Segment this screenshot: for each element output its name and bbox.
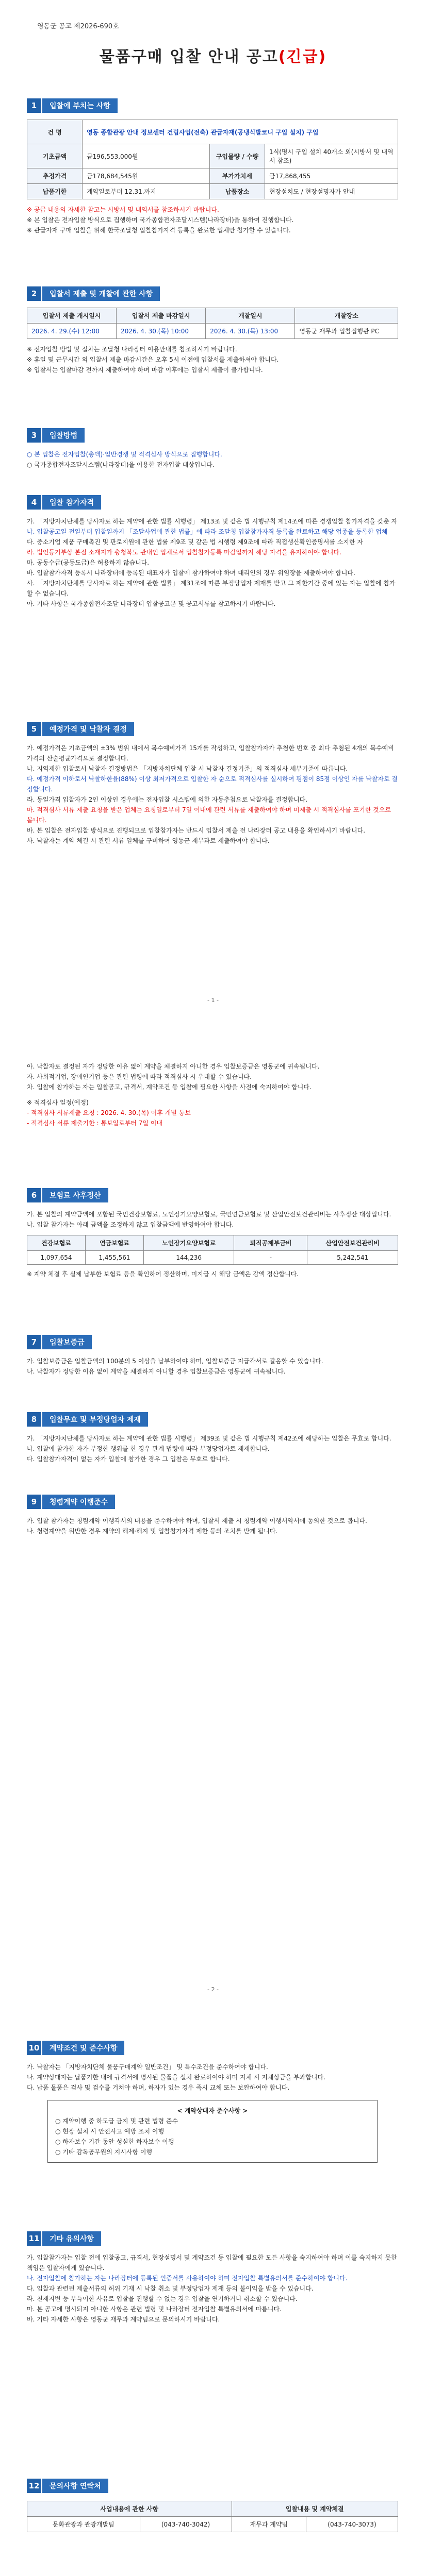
qual-line: 가. 「지방자치단체를 당사자로 하는 계약에 관한 법률 시행령」 제13조 및 같은 법 시행규칙 제14조에 따른 경쟁입찰 참가자격을 갖춘 자 xyxy=(27,518,398,525)
section-number: 5 xyxy=(27,722,41,736)
section-number: 2 xyxy=(27,286,41,301)
check-item: - 적격심사 서류제출 요청 : 2026. 4. 30.(목) 이후 개별 통보 xyxy=(27,1109,191,1116)
misc-line: 바. 기타 자세한 사항은 영동군 재무과 계약팀으로 문의하시기 바랍니다. xyxy=(27,2316,220,2323)
page-number: - 1 - xyxy=(207,997,219,1004)
label-spec: 구입물량 / 수량 xyxy=(210,144,265,168)
cell: (043-740-3073) xyxy=(306,2517,398,2532)
cell: 5,242,541 xyxy=(307,1251,398,1265)
terms-line: 가. 낙찰자는 「지방자치단체 물품구매계약 일반조건」 및 특수조건을 준수하여야 합니다. xyxy=(27,2063,268,2071)
section-title: 계약조건 및 준수사항 xyxy=(42,2041,124,2055)
integrity-line: 나. 청렴계약을 위반한 경우 계약의 해제·해지 및 입찰참가자격 제한 등의 조치를 받게 됩니다. xyxy=(27,1528,278,1535)
misc-line: 다. 입찰과 관련된 제출서류의 허위 기재 시 낙찰 취소 및 부정당업자 제재 등의 불이익을 받을 수 있습니다. xyxy=(27,2285,314,2292)
price-line: 가. 예정가격은 기초금액의 ±3% 범위 내에서 복수예비가격 15개를 작성하고, 입찰참가자가 추첨한 번호 중 최다 추첨된 4개의 복수예비가격의 산술평균가격으로 결정합니다. xyxy=(27,744,394,762)
item-notes xyxy=(27,205,398,235)
est-value: 금178,684,545원 xyxy=(83,168,210,184)
col-header: 노인장기요양보험료 xyxy=(143,1235,234,1251)
qual-line: 나. 입찰공고일 전일부터 입찰일까지 「조달사업에 관한 법률」에 따라 조달청 입찰참가자격 등록을 완료하고 해당 업종을 등록한 업체 xyxy=(27,528,388,535)
price-line: 마. 적격심사 서류 제출 요청을 받은 업체는 요청일로부터 7일 이내에 관련 서류를 제출하여야 하며 미제출 시 적격심사를 포기한 것으로 봅니다. xyxy=(27,806,391,824)
col-header: 건강보험료 xyxy=(27,1235,86,1251)
bond-line: 나. 낙찰자가 정당한 이유 없이 계약을 체결하지 아니할 경우 입찰보증금은 영동군에 귀속됩니다. xyxy=(27,1368,286,1375)
cell: - xyxy=(234,1251,307,1265)
section-1 xyxy=(27,98,398,235)
misc-line: 나. 전자입찰에 참가하는 자는 나라장터에 등록된 인증서를 사용하여야 하며 전자입찰 특별유의서를 준수하여야 합니다. xyxy=(27,2275,348,2282)
price-line: 자. 사회적기업, 장애인기업 등은 관련 법령에 따라 적격심사 시 우대할 수 있습니다. xyxy=(27,1073,252,1080)
section-number: 8 xyxy=(27,1412,41,1427)
label-name: 건 명 xyxy=(27,120,83,144)
label-place: 납품장소 xyxy=(210,184,265,199)
item-table xyxy=(27,120,398,199)
col-header: 개찰일시 xyxy=(206,308,295,324)
checklist-item: ○ 현장 설치 시 안전사고 예방 조치 이행 xyxy=(55,2128,165,2135)
note-line: ※ 휴일 및 근무시간 외 입찰서 제출 마감시간은 오후 5시 이전에 입찰서를 제출하셔야 합니다. xyxy=(27,356,279,363)
section-3 xyxy=(27,428,398,470)
price-line: 아. 낙찰자로 결정된 자가 정당한 이유 없이 계약을 체결하지 아니한 경우 입찰보증금은 영동군에 귀속됩니다. xyxy=(27,1063,320,1070)
checklist-item: ○ 기타 감독공무원의 지시사항 이행 xyxy=(55,2148,153,2156)
invalid-line: 가. 「지방자치단체를 당사자로 하는 계약에 관한 법률 시행령」 제39조 및 같은 법 시행규칙 제42조에 해당하는 입찰은 무효로 합니다. xyxy=(27,1435,391,1442)
check-item: - 적격심사 서류 제출기한 : 통보일로부터 7일 이내 xyxy=(27,1120,162,1127)
price-line: 사. 낙찰자는 계약 체결 시 관련 서류 일체를 구비하여 영동군 재무과로 제출하여야 합니다. xyxy=(27,837,270,844)
section-title: 청렴계약 이행준수 xyxy=(42,1495,115,1509)
misc-line: 가. 입찰참가자는 입찰 전에 입찰공고, 규격서, 현장설명서 및 계약조건 등 입찰에 필요한 모든 사항을 숙지하여야 하며 이를 숙지하지 못한 책임은 입찰자에게 있습니다. xyxy=(27,2254,397,2272)
label-budget: 기초금액 xyxy=(27,144,83,168)
cell: 2026. 4. 30.(목) 10:00 xyxy=(117,324,206,339)
section-number: 11 xyxy=(27,2231,41,2246)
section-2 xyxy=(27,286,398,375)
col-header: 사업내용에 관한 사항 xyxy=(27,2501,232,2517)
note-line: ※ 공급 내용의 자세한 참고는 시방서 및 내역서를 참조하시기 바랍니다. xyxy=(27,206,219,213)
title-main: 물품구매 입찰 안내 공고 xyxy=(99,48,278,66)
col-header: 퇴직공제부금비 xyxy=(234,1235,307,1251)
col-header: 입찰내용 및 계약체결 xyxy=(232,2501,398,2517)
schedule-check xyxy=(27,1097,398,1128)
invalid-line: 나. 입찰에 참가한 자가 부정한 행위를 한 경우 관계 법령에 따라 부정당업자로 제재합니다. xyxy=(27,1445,270,1452)
qual-line: 라. 법인등기부상 본점 소재지가 충청북도 관내인 업체로서 입찰참가등록 마감일까지 해당 자격을 유지하여야 합니다. xyxy=(27,549,341,556)
note-line: ※ 본 입찰은 전자입찰 방식으로 집행하며 국가종합전자조달시스템(나라장터)을 통하여 진행합니다. xyxy=(27,216,294,224)
section-9 xyxy=(27,1494,398,1536)
insurance-line: 가. 본 입찰의 계약금액에 포함된 국민건강보험료, 노인장기요양보험료, 국민연금보험료 및 산업안전보건관리비는 사후정산 대상입니다. xyxy=(27,1211,391,1218)
spec-value: 1식(명시 구입 설치 40개소 외(시방서 및 내역서 참조) xyxy=(265,144,398,168)
section-number: 3 xyxy=(27,428,41,443)
insurance-line: 나. 입찰 참가자는 아래 금액을 조정하지 않고 입찰금액에 반영하여야 합니다. xyxy=(27,1221,234,1228)
qual-line: 다. 중소기업 제품 구매촉진 및 판로지원에 관한 법률 제9조 및 같은 법 시행령 제9조에 따라 직접생산확인증명서를 소지한 자 xyxy=(27,538,363,546)
vat-value: 금17,868,455 xyxy=(265,168,398,184)
section-title: 문의사항 연락처 xyxy=(42,2479,108,2493)
section-number: 10 xyxy=(27,2041,41,2055)
checklist-item: ○ 하자보수 기간 동안 성실한 하자보수 이행 xyxy=(55,2138,174,2145)
label-est: 추정가격 xyxy=(27,168,83,184)
section-title: 예정가격 및 낙찰자 결정 xyxy=(42,722,134,736)
note-line: ※ 입찰서는 입찰마감 전까지 제출하여야 하며 마감 이후에는 입찰서 제출이 불가합니다. xyxy=(27,366,263,374)
note-line: ※ 관급자재 구매 입찰을 위해 한국조달청 입찰참가자격 등록을 완료한 업체만 참가할 수 있습니다. xyxy=(27,227,291,234)
section-7 xyxy=(27,1334,398,1377)
cell: 문화관광과 관광개발팀 xyxy=(27,2517,140,2532)
price-line: 다. 예정가격 이하로서 낙찰하한율(88%) 이상 최저가격으로 입찰한 자 순으로 적격심사를 실시하여 평점이 85점 이상인 자를 낙찰자로 결정합니다. xyxy=(27,775,398,793)
price-line: 라. 동일가격 입찰자가 2인 이상인 경우에는 전자입찰 시스템에 의한 자동추첨으로 낙찰자를 결정합니다. xyxy=(27,796,308,803)
page-title xyxy=(0,44,426,66)
method-line: ○ 국가종합전자조달시스템(나라장터)을 이용한 전자입찰 대상입니다. xyxy=(27,461,215,468)
section-6 xyxy=(27,1188,398,1279)
checklist-item: ○ 계약이행 중 하도급 금지 및 관련 법령 준수 xyxy=(55,2117,178,2125)
insurance-note: ※ 계약 체결 후 실제 납부한 보험료 등을 확인하여 정산하며, 미지급 시 해당 금액은 감액 정산합니다. xyxy=(27,1270,299,1278)
delivery-value: 계약일로부터 12.31.까지 xyxy=(83,184,210,199)
section-number: 9 xyxy=(27,1495,41,1509)
label-vat: 부가가치세 xyxy=(210,168,265,184)
cell: 2026. 4. 30.(목) 13:00 xyxy=(206,324,295,339)
bond-line: 가. 입찰보증금은 입찰금액의 100분의 5 이상을 납부하여야 하며, 입찰보증금 지급각서로 갈음할 수 있습니다. xyxy=(27,1358,323,1365)
price-continued xyxy=(27,1061,398,1128)
cell: 144,236 xyxy=(143,1251,234,1265)
price-line: 차. 입찰에 참가하는 자는 입찰공고, 규격서, 계약조건 등 입찰에 필요한 사항을 사전에 숙지하여야 합니다. xyxy=(27,1083,312,1091)
section-12 xyxy=(27,2478,398,2532)
section-11 xyxy=(27,2231,398,2325)
cell: 2026. 4. 29.(수) 12:00 xyxy=(27,324,117,339)
qual-line: 바. 입찰참가자격 등록시 나라장터에 등록된 대표자가 입찰에 참가하여야 하며 대리인의 경우 위임장을 제출하여야 합니다. xyxy=(27,569,355,577)
cell: 1,455,561 xyxy=(85,1251,143,1265)
integrity-line: 가. 입찰 참가자는 청렴계약 이행각서의 내용을 준수하여야 하며, 입찰서 제출 시 청렴계약 이행서약서에 동의한 것으로 봅니다. xyxy=(27,1517,367,1524)
section-number: 6 xyxy=(27,1188,41,1202)
section-10 xyxy=(27,2040,398,2163)
cell: (043-740-3042) xyxy=(140,2517,232,2532)
terms-line: 나. 계약상대자는 납품기한 내에 규격서에 명시된 물품을 설치 완료하여야 하며 지체 시 지체상금을 부과합니다. xyxy=(27,2074,325,2081)
check-label: ※ 적격심사 일정(예정) xyxy=(27,1099,89,1106)
section-number: 7 xyxy=(27,1335,41,1349)
schedule-notes xyxy=(27,344,398,375)
cell: 재무과 계약팀 xyxy=(232,2517,306,2532)
section-5 xyxy=(27,721,398,846)
price-line: 바. 본 입찰은 전자입찰 방식으로 진행되므로 입찰참가자는 반드시 입찰서 제출 전 나라장터 공고 내용을 확인하시기 바랍니다. xyxy=(27,827,366,834)
section-title: 입찰방법 xyxy=(42,428,85,443)
section-number: 1 xyxy=(27,98,41,113)
method-line: ○ 본 입찰은 전자입찰(총액)·일반경쟁 및 적격심사 방식으로 집행합니다. xyxy=(27,451,222,458)
misc-line: 라. 천재지변 등 부득이한 사유로 입찰을 진행할 수 없는 경우 입찰을 연기하거나 취소할 수 있습니다. xyxy=(27,2295,298,2302)
insurance-table xyxy=(27,1235,398,1265)
section-title: 보험료 사후정산 xyxy=(42,1188,108,1202)
schedule-table xyxy=(27,308,398,339)
checklist-box xyxy=(47,2100,378,2163)
section-4 xyxy=(27,495,398,609)
budget-value: 금196,553,000원 xyxy=(83,144,210,168)
invalid-line: 다. 입찰참가자격이 없는 자가 입찰에 참가한 경우 그 입찰은 무효로 합니다. xyxy=(27,1455,230,1463)
col-header: 입찰서 제출 개시일시 xyxy=(27,308,117,324)
section-title: 입찰 참가자격 xyxy=(42,495,101,510)
terms-line: 다. 납품 물품은 검사 및 검수를 거쳐야 하며, 하자가 있는 경우 즉시 교체 또는 보완하여야 합니다. xyxy=(27,2084,290,2091)
section-title: 기타 유의사항 xyxy=(42,2231,101,2246)
item-name: 영동 종합관광 안내 정보센터 건립사업(전축) 관급자재(공냉식발코니 구입 설치) 구입 xyxy=(83,120,398,144)
section-number: 4 xyxy=(27,495,41,510)
misc-line: 마. 본 공고에 명시되지 아니한 사항은 관련 법령 및 나라장터 전자입찰 특별유의서에 따릅니다. xyxy=(27,2306,282,2313)
section-8 xyxy=(27,1412,398,1464)
checklist-title: < 계약상대자 준수사항 > xyxy=(177,2107,248,2114)
cell: 1,097,654 xyxy=(27,1251,86,1265)
cell: 영동군 재무과 입찰집행관 PC xyxy=(295,324,398,339)
contact-table xyxy=(27,2501,398,2532)
col-header: 산업안전보건관리비 xyxy=(307,1235,398,1251)
col-header: 개찰장소 xyxy=(295,308,398,324)
price-line: 나. 지역제한 입찰로서 낙찰자 결정방법은 「지방자치단체 입찰 시 낙찰자 결정기준」의 적격심사 세부기준에 따릅니다. xyxy=(27,765,348,772)
section-number: 12 xyxy=(27,2479,41,2493)
qual-line: 마. 공동수급(공동도급)은 허용하지 않습니다. xyxy=(27,559,150,566)
col-header: 연금보험료 xyxy=(85,1235,143,1251)
section-title: 입찰서 제출 및 개찰에 관한 사항 xyxy=(42,286,160,301)
place-value: 현장설치도 / 현장설명자가 안내 xyxy=(265,184,398,199)
qual-line: 아. 기타 사항은 국가종합전자조달 나라장터 입찰공고문 및 공고서류를 참고하시기 바랍니다. xyxy=(27,600,276,607)
col-header: 입찰서 제출 마감일시 xyxy=(117,308,206,324)
section-title: 입찰보증금 xyxy=(42,1335,92,1349)
label-delivery: 납품기한 xyxy=(27,184,83,199)
notice-number: 영동군 공고 제2026-690호 xyxy=(37,23,119,30)
note-line: ※ 전자입찰 방법 및 절차는 조달청 나라장터 이용안내를 참조하시기 바랍니다. xyxy=(27,346,237,353)
section-title: 입찰에 부치는 사항 xyxy=(42,98,118,113)
title-urgent: (긴급) xyxy=(278,48,327,66)
qual-line: 사. 「지방자치단체를 당사자로 하는 계약에 관한 법률」 제31조에 따른 부정당업자 제재를 받고 그 제한기간 중에 있는 자는 입찰에 참가할 수 없습니다. xyxy=(27,580,396,597)
page-number: - 2 - xyxy=(207,1986,219,1993)
section-title: 입찰무효 및 부정당업자 제재 xyxy=(42,1412,148,1427)
